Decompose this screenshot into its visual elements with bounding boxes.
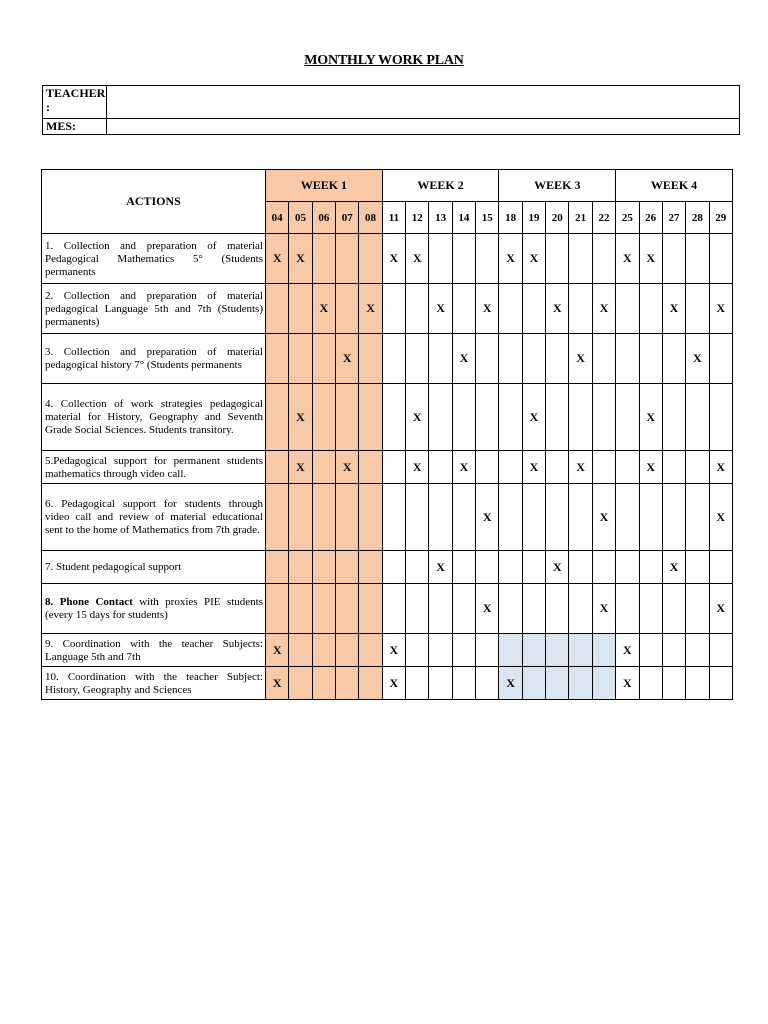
schedule-cell	[499, 551, 522, 584]
schedule-cell	[429, 451, 452, 484]
plan-row	[42, 334, 733, 384]
schedule-cell	[662, 451, 685, 484]
schedule-cell	[476, 234, 499, 284]
plan-row	[42, 551, 733, 584]
schedule-cell	[639, 284, 662, 334]
plan-row	[42, 484, 733, 551]
action-text-rest: with proxies PIE students (every 15 days for students)	[45, 596, 264, 621]
week-header: WEEK 2	[382, 170, 499, 202]
action-text: 1. Collection and preparation of material Pedagogical Mathematics 5° (Students permanents	[42, 234, 266, 284]
schedule-cell	[639, 484, 662, 551]
schedule-cell	[289, 551, 312, 584]
schedule-cell	[382, 584, 405, 634]
schedule-cell	[266, 451, 289, 484]
schedule-cell	[476, 551, 499, 584]
schedule-cell	[336, 484, 359, 551]
schedule-cell	[406, 551, 429, 584]
schedule-cell	[499, 384, 522, 451]
schedule-cell: X	[452, 334, 475, 384]
schedule-cell	[359, 634, 382, 667]
schedule-cell: X	[616, 667, 639, 700]
schedule-cell	[336, 234, 359, 284]
teacher-value[interactable]	[107, 86, 740, 119]
schedule-cell: X	[546, 284, 569, 334]
schedule-cell	[569, 484, 592, 551]
schedule-cell	[546, 234, 569, 284]
action-text: 3. Collection and preparation of material pedagogical history 7° (Students permanents	[42, 334, 266, 384]
schedule-cell	[686, 584, 709, 634]
schedule-cell	[569, 284, 592, 334]
schedule-cell	[289, 667, 312, 700]
schedule-cell	[569, 634, 592, 667]
schedule-cell	[312, 384, 335, 451]
schedule-cell: X	[406, 234, 429, 284]
schedule-cell	[452, 584, 475, 634]
schedule-cell	[546, 334, 569, 384]
plan-row	[42, 667, 733, 700]
day-header: 12	[406, 202, 429, 234]
action-text: 10. Coordination with the teacher Subject: History, Geography and Sciences	[42, 667, 266, 700]
schedule-cell: X	[266, 234, 289, 284]
schedule-cell: X	[429, 551, 452, 584]
schedule-cell	[616, 451, 639, 484]
schedule-cell	[476, 634, 499, 667]
schedule-cell	[429, 667, 452, 700]
action-text: 7. Student pedagogical support	[42, 551, 266, 584]
schedule-cell	[476, 667, 499, 700]
schedule-cell: X	[499, 234, 522, 284]
schedule-cell	[312, 667, 335, 700]
schedule-cell	[429, 484, 452, 551]
day-header: 04	[266, 202, 289, 234]
week-header: WEEK 3	[499, 170, 616, 202]
schedule-cell	[312, 634, 335, 667]
schedule-cell	[359, 384, 382, 451]
schedule-cell	[686, 667, 709, 700]
schedule-cell	[336, 551, 359, 584]
schedule-cell	[709, 334, 732, 384]
schedule-cell	[499, 584, 522, 634]
schedule-cell	[546, 484, 569, 551]
plan-row	[42, 234, 733, 284]
schedule-cell	[522, 484, 545, 551]
schedule-cell	[499, 334, 522, 384]
schedule-cell	[522, 551, 545, 584]
schedule-cell	[452, 484, 475, 551]
month-value[interactable]	[107, 119, 740, 135]
schedule-cell: X	[359, 284, 382, 334]
schedule-cell	[476, 384, 499, 451]
schedule-cell: X	[662, 284, 685, 334]
day-header: 29	[709, 202, 732, 234]
schedule-cell: X	[406, 384, 429, 451]
schedule-cell	[546, 634, 569, 667]
schedule-cell	[289, 334, 312, 384]
schedule-cell	[499, 634, 522, 667]
plan-row	[42, 284, 733, 334]
schedule-cell	[359, 484, 382, 551]
schedule-cell	[686, 384, 709, 451]
header-table	[42, 85, 740, 135]
schedule-cell: X	[546, 551, 569, 584]
schedule-cell	[592, 451, 615, 484]
schedule-cell	[429, 334, 452, 384]
day-header: 06	[312, 202, 335, 234]
schedule-cell	[522, 667, 545, 700]
schedule-cell	[639, 334, 662, 384]
schedule-cell: X	[499, 667, 522, 700]
schedule-cell	[382, 451, 405, 484]
day-header: 25	[616, 202, 639, 234]
schedule-cell	[592, 334, 615, 384]
schedule-cell: X	[569, 334, 592, 384]
day-header: 20	[546, 202, 569, 234]
schedule-cell	[289, 634, 312, 667]
schedule-cell	[266, 284, 289, 334]
day-header: 15	[476, 202, 499, 234]
schedule-cell	[359, 551, 382, 584]
day-header: 14	[452, 202, 475, 234]
schedule-cell: X	[569, 451, 592, 484]
schedule-cell	[569, 551, 592, 584]
schedule-cell	[406, 584, 429, 634]
month-label: MES:	[43, 119, 107, 135]
day-header: 26	[639, 202, 662, 234]
schedule-cell	[592, 634, 615, 667]
schedule-cell	[522, 584, 545, 634]
schedule-cell: X	[266, 667, 289, 700]
schedule-cell	[686, 234, 709, 284]
schedule-cell	[546, 384, 569, 451]
schedule-cell	[382, 334, 405, 384]
schedule-cell: X	[429, 284, 452, 334]
schedule-cell: X	[616, 634, 639, 667]
schedule-cell	[662, 584, 685, 634]
schedule-cell: X	[592, 584, 615, 634]
schedule-cell	[359, 234, 382, 284]
schedule-cell	[452, 551, 475, 584]
schedule-cell: X	[406, 451, 429, 484]
schedule-cell: X	[592, 484, 615, 551]
schedule-cell	[312, 234, 335, 284]
schedule-cell	[266, 551, 289, 584]
schedule-cell	[592, 234, 615, 284]
schedule-cell	[522, 634, 545, 667]
schedule-cell	[569, 384, 592, 451]
plan-row	[42, 384, 733, 451]
schedule-cell	[312, 334, 335, 384]
schedule-cell	[639, 634, 662, 667]
schedule-cell	[452, 667, 475, 700]
schedule-cell: X	[686, 334, 709, 384]
schedule-cell	[452, 234, 475, 284]
work-plan-table	[41, 169, 733, 700]
schedule-cell: X	[476, 584, 499, 634]
schedule-cell	[639, 667, 662, 700]
schedule-cell	[476, 451, 499, 484]
schedule-cell: X	[312, 284, 335, 334]
day-header: 19	[522, 202, 545, 234]
schedule-cell	[662, 634, 685, 667]
schedule-cell	[662, 234, 685, 284]
schedule-cell	[312, 551, 335, 584]
day-header: 28	[686, 202, 709, 234]
schedule-cell	[662, 484, 685, 551]
plan-row	[42, 584, 733, 634]
schedule-cell	[686, 484, 709, 551]
schedule-cell	[452, 284, 475, 334]
schedule-cell	[406, 634, 429, 667]
action-text: 9. Coordination with the teacher Subjects: Language 5th and 7th	[42, 634, 266, 667]
schedule-cell	[336, 284, 359, 334]
schedule-cell	[289, 484, 312, 551]
schedule-cell: X	[452, 451, 475, 484]
schedule-cell: X	[382, 234, 405, 284]
schedule-cell	[266, 334, 289, 384]
schedule-cell	[382, 484, 405, 551]
day-header: 27	[662, 202, 685, 234]
schedule-cell: X	[289, 384, 312, 451]
schedule-cell: X	[336, 451, 359, 484]
schedule-cell: X	[709, 284, 732, 334]
schedule-cell	[499, 484, 522, 551]
schedule-cell: X	[476, 284, 499, 334]
schedule-cell	[592, 667, 615, 700]
teacher-label: TEACHER :	[43, 86, 107, 119]
schedule-cell: X	[266, 634, 289, 667]
day-header: 07	[336, 202, 359, 234]
schedule-cell	[639, 551, 662, 584]
schedule-cell: X	[289, 234, 312, 284]
schedule-cell	[522, 334, 545, 384]
schedule-cell	[266, 384, 289, 451]
schedule-cell	[359, 334, 382, 384]
schedule-cell	[359, 584, 382, 634]
schedule-cell: X	[476, 484, 499, 551]
schedule-cell	[336, 634, 359, 667]
schedule-cell	[336, 384, 359, 451]
schedule-cell: X	[639, 234, 662, 284]
plan-row	[42, 451, 733, 484]
schedule-cell	[312, 584, 335, 634]
schedule-cell	[569, 584, 592, 634]
schedule-cell: X	[639, 451, 662, 484]
schedule-cell	[522, 284, 545, 334]
schedule-cell	[336, 667, 359, 700]
schedule-cell: X	[662, 551, 685, 584]
action-text: 5.Pedagogical support for permanent students mathematics through video call.	[42, 451, 266, 484]
schedule-cell	[382, 384, 405, 451]
action-text: 6. Pedagogical support for students through video call and review of material educational sent to the home of Mathematics from 7th grade.	[42, 484, 266, 551]
schedule-cell	[592, 384, 615, 451]
schedule-cell	[639, 584, 662, 634]
schedule-cell	[616, 584, 639, 634]
schedule-cell	[289, 284, 312, 334]
schedule-cell	[406, 484, 429, 551]
schedule-cell	[686, 634, 709, 667]
schedule-cell	[452, 634, 475, 667]
schedule-cell	[382, 284, 405, 334]
schedule-cell	[359, 451, 382, 484]
day-header: 11	[382, 202, 405, 234]
schedule-cell	[429, 384, 452, 451]
schedule-cell	[709, 384, 732, 451]
schedule-cell	[406, 334, 429, 384]
schedule-cell	[569, 234, 592, 284]
schedule-cell	[406, 667, 429, 700]
schedule-cell: X	[522, 451, 545, 484]
schedule-cell: X	[382, 667, 405, 700]
day-header: 18	[499, 202, 522, 234]
action-text: 4. Collection of work strategies pedagogical material for History, Geography and Seventh Grade Social Sciences. Students transitory.	[42, 384, 266, 451]
schedule-cell: X	[616, 234, 639, 284]
schedule-cell	[616, 334, 639, 384]
schedule-cell	[546, 451, 569, 484]
plan-row	[42, 634, 733, 667]
schedule-cell	[662, 384, 685, 451]
schedule-cell	[616, 551, 639, 584]
schedule-cell: X	[709, 484, 732, 551]
action-text: 2. Collection and preparation of material pedagogical Language 5th and 7th (Students) permanents)	[42, 284, 266, 334]
schedule-cell: X	[592, 284, 615, 334]
schedule-cell: X	[639, 384, 662, 451]
schedule-cell	[546, 667, 569, 700]
schedule-cell	[616, 484, 639, 551]
day-header: 22	[592, 202, 615, 234]
schedule-cell: X	[709, 584, 732, 634]
schedule-cell	[429, 234, 452, 284]
action-text-bold: 8. Phone Contact	[45, 596, 133, 608]
schedule-cell	[686, 551, 709, 584]
actions-header: ACTIONS	[42, 170, 266, 234]
page-title: MONTHLY WORK PLAN	[304, 53, 464, 68]
schedule-cell	[476, 334, 499, 384]
schedule-cell	[312, 484, 335, 551]
schedule-cell	[569, 667, 592, 700]
schedule-cell: X	[289, 451, 312, 484]
day-header: 13	[429, 202, 452, 234]
schedule-cell: X	[709, 451, 732, 484]
schedule-cell	[406, 284, 429, 334]
schedule-cell	[592, 551, 615, 584]
schedule-cell: X	[522, 384, 545, 451]
week-header: WEEK 4	[616, 170, 733, 202]
schedule-cell	[709, 634, 732, 667]
schedule-cell	[266, 484, 289, 551]
schedule-cell	[686, 284, 709, 334]
schedule-cell	[266, 584, 289, 634]
schedule-cell	[686, 451, 709, 484]
schedule-cell	[662, 334, 685, 384]
day-header: 21	[569, 202, 592, 234]
week-header: WEEK 1	[266, 170, 383, 202]
schedule-cell	[336, 584, 359, 634]
schedule-cell	[709, 551, 732, 584]
schedule-cell	[289, 584, 312, 634]
day-header: 05	[289, 202, 312, 234]
schedule-cell	[312, 451, 335, 484]
schedule-cell: X	[336, 334, 359, 384]
schedule-cell	[452, 384, 475, 451]
schedule-cell	[616, 284, 639, 334]
schedule-cell	[709, 667, 732, 700]
schedule-cell	[709, 234, 732, 284]
schedule-cell: X	[522, 234, 545, 284]
schedule-cell	[499, 451, 522, 484]
schedule-cell: X	[382, 634, 405, 667]
schedule-cell	[499, 284, 522, 334]
schedule-cell	[429, 584, 452, 634]
day-header: 08	[359, 202, 382, 234]
schedule-cell	[359, 667, 382, 700]
schedule-cell	[546, 584, 569, 634]
schedule-cell	[429, 634, 452, 667]
schedule-cell	[662, 667, 685, 700]
action-text	[42, 584, 266, 634]
schedule-cell	[382, 551, 405, 584]
schedule-cell	[616, 384, 639, 451]
